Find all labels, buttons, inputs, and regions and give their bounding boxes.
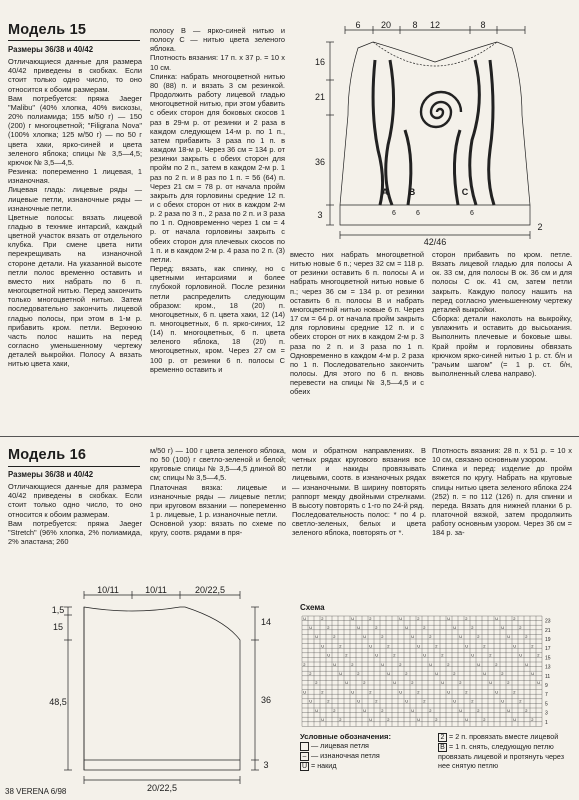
schema-symbol: U <box>483 671 487 676</box>
m15-side-21: 21 <box>314 92 326 102</box>
schema-symbol: 2 <box>303 661 306 667</box>
m15-inner-6b: 6 <box>416 210 420 217</box>
schema-symbol: U <box>321 643 325 649</box>
schema-symbol: 2 <box>351 661 354 667</box>
legend-item-ssk <box>438 742 574 770</box>
schema-symbol: U <box>351 615 355 621</box>
schema-symbol: U <box>447 689 451 695</box>
schema-symbol: 2 <box>471 625 474 630</box>
m16-left-1: 1,5 <box>51 605 65 615</box>
model15-c4p2: Сборка: детали наколоть на выкройку, увлажнить и оставить до высыхания. Выполнить плечевые и боковые швы. Край пройм и горловины обвязать крючком ярко-синей нитью 1 р. ст. б/н и "рачьим шагом" (= 1 р. ст. б/н, выполненный слева направо). <box>432 314 572 379</box>
model16-col4 <box>432 446 572 538</box>
model15-p5: Цветные полосы: вязать лицевой гладью в технике интарсий, каждый цветной участок вязать от отдельного клубка. При смене цвета нити перекрещивать на изнаночной стороне детали. На указанной высоте петли полос временно оставить и вместо них набрать по 6 п. многоцветной нитью. Перед закончить только многоцветной нитью. Затем последовательно закончить лицевой гладью полосы, при этом в 1-м р. прибавить кром. петли. Верхнюю часть полос нашить на перед согласно уменьшенному чертежу деталей выкройки. Полосу А вязать нитью цвета хаки, <box>8 212 142 369</box>
schema-row-number: 7 <box>545 692 548 699</box>
schema-symbol: 2 <box>369 615 372 621</box>
schema-symbol: U <box>321 717 325 722</box>
schema-symbol: 2 <box>495 661 498 667</box>
schema-symbol: U <box>393 680 397 686</box>
schema-symbol: 2 <box>369 689 372 695</box>
model16-c3p2: Последовательность полос: * по 4 р. светло-зеленых, белых и цвета зеленого яблока, повторять от *. <box>292 510 426 538</box>
schema-row-number: 3 <box>545 710 548 717</box>
schema-symbol: 2 <box>453 671 456 676</box>
schema-symbol: 2 <box>357 671 360 676</box>
m16-left-2: 15 <box>52 622 64 632</box>
schema-row-number: 1 <box>545 719 548 726</box>
schema-symbol: U <box>531 671 535 676</box>
schema-symbol: 2 <box>375 625 378 630</box>
schema-symbol: 2 <box>525 707 528 713</box>
model15-title: Модель 15 <box>8 22 87 38</box>
m16-left-3: 48,5 <box>49 697 67 707</box>
schema-symbol: U <box>315 707 319 713</box>
schema-symbol: U <box>417 643 421 649</box>
legend-left <box>300 732 430 771</box>
schema-symbol: U <box>435 671 439 676</box>
m15-stripe-A: A <box>381 187 389 197</box>
schema-symbol: 2 <box>435 643 438 649</box>
schema-symbol: 2 <box>333 707 336 713</box>
schema-symbol: 2 <box>501 671 504 676</box>
schema-title: Схема <box>300 603 325 612</box>
model16-c3p1: мом и обратном направлениях. В четных рядах кругового вязания все петли и накиды провязывать лицевыми, соотв. в изнаночных рядах — изнаночными. В ширину повторять раппорт между двойными стрелками. В высоту повторять с 1-го по 24-й ряд. <box>292 446 426 510</box>
schema-symbol: U <box>507 634 511 640</box>
model16-col2 <box>150 446 286 538</box>
schema-symbol: U <box>477 661 481 667</box>
model15-pattern-diagram <box>290 20 575 248</box>
m15-top-20: 20 <box>380 20 392 30</box>
model15-col2 <box>150 26 285 374</box>
schema-symbol: 2 <box>429 707 432 713</box>
schema-symbol: 2 <box>411 680 414 686</box>
m16-top-3: 20/22,5 <box>194 585 226 595</box>
model15-c2p2: Плотность вязания: 17 п. х 37 р. = 10 х 10 см. <box>150 53 285 72</box>
model16-p2: Вам потребуется: пряжа Jaeger "Stretch" (96% хлопка, 2% полиамида, 2% эластана; 260 <box>8 518 142 547</box>
schema-symbol: U <box>303 689 307 695</box>
schema-symbol: U <box>369 717 373 722</box>
schema-symbol: U <box>315 634 319 640</box>
schema-symbol: U <box>417 717 421 722</box>
model15-c2p4: Перед: вязать, как спинку, но с цветными интарсиями и более глубокой горловиной. После резинки петли распределить следующим образом: кром., 18 (20) п. многоцветных, 6 п. цвета хаки, 12 (14) п. многоцветных, 6 п. ярко-синих, 12 (14) п. многоцветных, 6 п. цвета зеленого яблока, 18 (20) п. многоцветных, кром. Через 27 см = 100 р. от резинки 6 п. полосы С временно оставить и <box>150 264 285 374</box>
schema-row-number: 11 <box>545 673 551 680</box>
schema-symbol: U <box>441 680 445 686</box>
schema-symbol: U <box>471 652 475 658</box>
m15-top-8: 8 <box>412 20 418 30</box>
schema-symbol: U <box>309 625 313 630</box>
schema-symbol: U <box>495 615 499 621</box>
schema-symbol: 2 <box>459 680 462 686</box>
model15-c2p3: Спинка: набрать многоцветной нитью 80 (88) п. и вязать 3 см резинкой. Продолжить работу лицевой гладью многоцветной нитью, при этом убавить с обеих сторон для боковых скосов 1 раз в 29-м р. от резинки и 2 раза в каждом следующем 14-м р. по 1 п., затем прибавить 3 раза по 1 п. в каждом 18-м р. Через 36 см = 134 р. от резинки закрыть с обеих сторон для пройм по 2 п., затем в каждом 2-м р. 1 раз по 2 п. и 8 раз по 1 п. = 56 (64) п. Через 21 см = 78 р. от начала пройм закрыть для горловины средние 12 п. и с обеих сторон от них в каждом 2-м р. 2 раза по 3 п., 2 раза по 2 п. и 3 раза по 1 п. Одновременно через 1 см = 4 р. от начала горловины закрыть с обеих сторон для плечевых скосов по 1 п. и в каждом 2-м р. 4 раза по 2 п. (3) петли. <box>150 71 285 264</box>
schema-symbol: 2 <box>483 717 486 722</box>
model16-sizes: Размеры 36/38 и 40/42 <box>8 470 94 479</box>
schema-symbol: 2 <box>327 698 330 704</box>
schema-symbol: 2 <box>393 652 396 658</box>
model-separator <box>0 436 579 437</box>
m16-right-1: 14 <box>260 617 272 627</box>
schema-symbol: 2 <box>471 698 474 704</box>
model15-sizes: Размеры 36/38 и 40/42 <box>8 45 94 54</box>
legend-k2tog-icon: 2 <box>438 733 447 742</box>
m16-right-2: 36 <box>260 695 272 705</box>
m15-bottom-unit: 2 <box>537 222 543 232</box>
schema-symbol: 2 <box>339 643 342 649</box>
m15-top-6: 6 <box>355 20 361 30</box>
schema-symbol: U <box>363 634 367 640</box>
model15-title-rule <box>8 40 140 41</box>
m15-top-8b: 8 <box>480 20 486 30</box>
schema-symbol: 2 <box>321 615 324 621</box>
schema-row-number: 19 <box>545 637 551 643</box>
legend-yo-icon: U <box>301 762 308 770</box>
schema-symbol: 2 <box>531 643 534 649</box>
schema-symbol: U <box>387 671 391 676</box>
schema-symbol: U <box>405 625 409 630</box>
schema-row-number: 15 <box>545 655 551 662</box>
m15-side-16: 16 <box>314 57 326 67</box>
m15-bottom: 42/46 <box>423 237 447 247</box>
schema-symbol: 2 <box>435 717 438 722</box>
legend-item-purl <box>300 751 430 761</box>
model16-title: Модель 16 <box>8 447 87 463</box>
legend-title: Условные обозначения: <box>300 732 392 741</box>
schema-row-number: 23 <box>545 618 551 625</box>
schema-symbol: U <box>465 643 469 649</box>
model16-pattern-diagram <box>40 585 280 793</box>
schema-symbol: U <box>357 625 361 630</box>
schema-symbol: 2 <box>423 698 426 704</box>
schema-symbol: U <box>381 661 385 667</box>
legend-ssk-icon: B <box>438 743 447 752</box>
model16-c2p2: Платочная вязка: лицевые и изнаночные ряды — лицевые петли; при круговом вязании — попеременно 1 р. лицевые, 1 р. изнаночные петли. <box>150 482 286 520</box>
schema-row-number: 9 <box>545 683 548 689</box>
model15-c3p1: вместо них набрать многоцветной нитью новые 6 п.; через 32 см = 118 р. от резинки оставить 6 п. полосы А и набрать многоцветной нитью новые 6 п.; через 36 см = 134 р. от резинки оставить 6 п. полосы В и набрать многоцветной нитью новые 6 п. Через 17 см = 64 р. от начала пройм закрыть для горловины средние 12 п. и с обеих сторон от них в каждом 2-м р. 3 раза по 2 п. и 3 раза по 1 п. Одновременно в каждом 4-м р. 2 раза по 1 п. Последовательно закончить полосы. Для этого по 6 п. вновь перевести на спицы № 3,5—4,5 и с обеих <box>290 250 424 397</box>
schema-symbol: U <box>501 625 505 630</box>
legend-item-k2tog <box>438 732 574 742</box>
schema-row-number: 5 <box>545 701 548 708</box>
m16-top-2: 10/11 <box>145 585 167 595</box>
schema-symbol: U <box>501 698 505 704</box>
m16-top-1: 10/11 <box>97 585 119 595</box>
schema-symbol: U <box>309 698 313 704</box>
schema-symbol: 2 <box>315 680 318 686</box>
model15-p1: Отличающиеся данные для размера 40/42 приведены в скобках. Если стоит только одно число, то оно относится к обоим размерам. <box>8 57 142 94</box>
schema-symbol: 2 <box>309 671 312 676</box>
schema-symbol: U <box>333 661 337 667</box>
schema-symbol: U <box>459 707 463 713</box>
schema-symbol: 2 <box>513 615 516 621</box>
schema-symbol: U <box>459 634 463 640</box>
schema-symbol: 2 <box>483 643 486 649</box>
model16-title-rule <box>8 466 140 467</box>
page-footer: 38 VERENA 6/98 <box>5 787 67 796</box>
schema-symbol: 2 <box>531 717 534 722</box>
model15-c2p1: полосу В — ярко-синей нитью и полосу С — нитью цвета зеленого яблока. <box>150 26 285 54</box>
schema-grid <box>300 614 572 732</box>
schema-row-number: 21 <box>545 627 551 634</box>
schema-symbol: U <box>357 698 361 704</box>
schema-symbol: 2 <box>519 698 522 704</box>
schema-symbol: U <box>399 615 403 621</box>
m16-bottom: 20/22,5 <box>146 783 178 793</box>
schema-symbol: U <box>525 661 529 667</box>
m15-inner-6c: 6 <box>470 210 474 217</box>
m15-side-3: 3 <box>317 210 323 220</box>
m16-right-3: 3 <box>263 760 269 770</box>
legend-knit-label: — лицевая петля <box>311 741 369 750</box>
model16-c4p2: Спинка и перед: изделие до пройм вяжется по кругу. Набрать на круговые спицы нитью цвета зеленого яблока 224 (252) п. = по 112 (126) п. для спинки и переда. Вязать для нижней планки 6 р. платочной вязкой, затем продолжить работу основным узором. Через 36 см = 184 р. за- <box>432 464 572 538</box>
schema-symbol: 2 <box>381 634 384 640</box>
legend-k2tog-label: = 2 п. провязать вместе лицевой <box>449 732 559 741</box>
legend-right <box>438 732 574 770</box>
schema-symbol: 2 <box>399 661 402 667</box>
schema-symbol: 2 <box>375 698 378 704</box>
model15-col1 <box>8 45 142 368</box>
schema-symbol: U <box>369 643 373 649</box>
schema-symbol: 2 <box>525 634 528 640</box>
model16-c2p3: Основной узор: вязать по схеме по кругу, соотв. рядами в пря- <box>150 519 286 538</box>
schema-symbol: U <box>489 680 493 686</box>
legend-purl-icon: – <box>300 752 309 761</box>
schema-symbol: U <box>429 661 433 667</box>
model15-col4 <box>432 250 572 378</box>
schema-symbol: 2 <box>417 689 420 695</box>
m15-stripe-B: B <box>408 187 416 197</box>
schema-symbol: 2 <box>507 680 510 686</box>
schema-symbol: 2 <box>405 671 408 676</box>
schema-symbol: 2 <box>387 717 390 722</box>
m15-top-12: 12 <box>429 20 441 30</box>
schema-symbol: 2 <box>447 661 450 667</box>
schema-symbol: 2 <box>441 652 444 658</box>
schema-symbol: U <box>513 643 517 649</box>
schema-symbol: 2 <box>339 717 342 722</box>
schema-row-number: 17 <box>545 646 551 653</box>
schema-symbol: U <box>513 717 517 722</box>
schema-symbol: 2 <box>477 634 480 640</box>
schema-symbol: U <box>495 689 499 695</box>
schema-symbol: U <box>453 625 457 630</box>
schema-symbol: U <box>537 680 541 686</box>
m15-stripe-C: C <box>461 187 469 197</box>
legend-item-knit <box>300 741 430 751</box>
model15-c4p1: сторон прибавить по кром. петле. Вязать лицевой гладью для полосы А ок. 33 см, для полосы В ок. 36 см и для полосы С ок. 41 см, затем петли закрыть. Каждую полосу нашить на перед согласно уменьшенному чертежу деталей выкройки. <box>432 250 572 314</box>
schema-symbol: 2 <box>477 707 480 713</box>
schema-symbol: U <box>507 707 511 713</box>
schema-symbol: U <box>519 652 523 658</box>
model16-c4p1: Плотность вязания: 28 п. х 51 р. = 10 х 10 см, связано основным узором. <box>432 446 572 465</box>
legend-yo-label: = накид <box>311 760 337 770</box>
schema-symbol: 2 <box>321 689 324 695</box>
model16-col3 <box>292 446 426 538</box>
schema-symbol: 2 <box>423 625 426 630</box>
schema-symbol: U <box>453 698 457 704</box>
schema-symbol: U <box>465 717 469 722</box>
schema-symbol: 2 <box>489 652 492 658</box>
model16-col1 <box>8 470 142 546</box>
schema-symbol: 2 <box>417 615 420 621</box>
schema-symbol: U <box>339 671 343 676</box>
schema-symbol: U <box>405 698 409 704</box>
schema-symbol: 2 <box>519 625 522 630</box>
schema-symbol: U <box>447 615 451 621</box>
schema-symbol: U <box>411 634 415 640</box>
m15-side-36: 36 <box>314 157 326 167</box>
schema-symbol: 2 <box>465 615 468 621</box>
schema-symbol: U <box>399 689 403 695</box>
schema-symbol: 2 <box>381 707 384 713</box>
schema-symbol: 2 <box>363 680 366 686</box>
legend-purl-label: — изнаночная петля <box>311 750 380 760</box>
schema-symbol: 2 <box>537 652 540 658</box>
schema-symbol: U <box>363 707 367 713</box>
schema-symbol: U <box>375 652 379 658</box>
schema-symbol: U <box>303 615 307 621</box>
model16-c2p1: м/50 г) — 100 г цвета зеленого яблока, по 50 (100) г светло-зеленой и белой; круговые спицы № 3,5—4,5 длиной 80 см; спицы № 3,5—4,5. <box>150 446 286 483</box>
schema-symbol: 2 <box>465 689 468 695</box>
model15-p4: Лицевая гладь: лицевые ряды — лицевые петли, изнаночные ряды — изнаночные петли. <box>8 185 142 213</box>
m15-inner-6a: 6 <box>392 210 396 217</box>
model15-p3: Резинка: попеременно 1 лицевая, 1 изнаночная. <box>8 167 142 186</box>
schema-symbol: 2 <box>387 643 390 649</box>
schema-row-number: 13 <box>545 664 551 671</box>
legend-item-yarnover <box>300 761 430 771</box>
schema-symbol: 2 <box>429 634 432 640</box>
model16-p1: Отличающиеся данные для размера 40/42 приведены в скобках. Если стоит только одно число, то оно относится к обоим размерам. <box>8 482 142 519</box>
legend-box-icon <box>300 742 309 751</box>
schema-symbol: 2 <box>333 634 336 640</box>
legend-ssk-label: = 1 п. снять, следующую петлю провязать лицевой и протянуть через нее снятую петлю <box>438 742 565 770</box>
schema-symbol: U <box>351 689 355 695</box>
schema-symbol: U <box>423 652 427 658</box>
model15-p2: Вам потребуется: пряжа Jaeger "Malibu" (40% хлопка, 40% вискозы, 20% полиамида; 155 м/50 г) — 150 (200) г многоцветной; "Filigrana Nova" (100% хлопка; 125 м/50 г) — по 50 г цвета хаки, ярко-синей и цвета зеленого яблока; спицы № 3,5—4,5; крючок № 3,5—4,5. <box>8 93 142 167</box>
model15-col3 <box>290 250 424 397</box>
schema-symbol: 2 <box>327 625 330 630</box>
schema-symbol: U <box>327 652 331 658</box>
schema-symbol: U <box>411 707 415 713</box>
schema-symbol: 2 <box>345 652 348 658</box>
schema-symbol: U <box>345 680 349 686</box>
schema-symbol: 2 <box>513 689 516 695</box>
